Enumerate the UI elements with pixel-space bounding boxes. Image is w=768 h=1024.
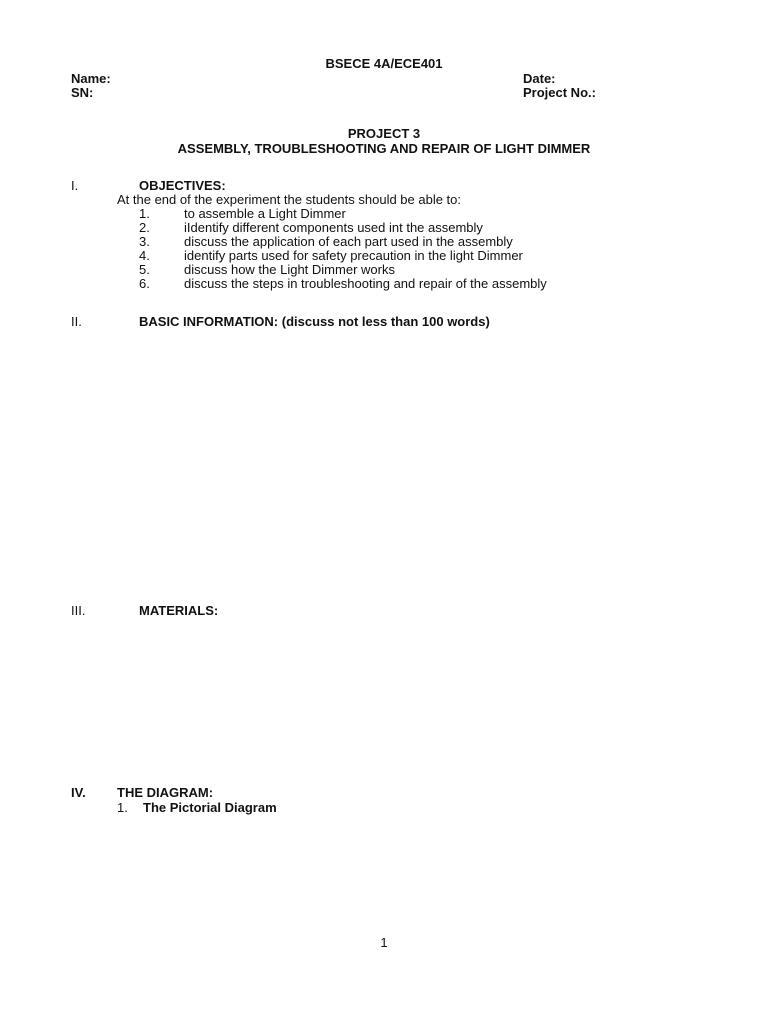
objective-text: identify parts used for safety precaution in the light Dimmer [184,248,523,263]
objective-text: to assemble a Light Dimmer [184,206,346,221]
objective-text: discuss the application of each part used in the assembly [184,234,513,249]
objective-text: discuss how the Light Dimmer works [184,262,395,277]
objective-number: 3. [139,234,150,249]
page-number: 1 [380,935,388,950]
objectives-numeral: I. [71,178,79,193]
objectives-heading: OBJECTIVES: [139,178,226,193]
objectives-intro: At the end of the experiment the students should be able to: [117,192,462,207]
objective-number: 5. [139,262,150,277]
project-subtitle: ASSEMBLY, TROUBLESHOOTING AND REPAIR OF LIGHT DIMMER [177,141,591,156]
objective-text: iIdentify different components used int the assembly [184,220,483,235]
date-label: Date: [523,71,556,86]
diagram-heading: THE DIAGRAM: [117,785,214,800]
objective-text: discuss the steps in troubleshooting and repair of the assembly [184,276,547,291]
diagram-sub-number: 1. [117,800,128,815]
diagram-sub-heading: The Pictorial Diagram [143,800,277,815]
objective-number: 4. [139,248,150,263]
objective-number: 1. [139,206,150,221]
objective-number: 2. [139,220,150,235]
project-title: PROJECT 3 [347,126,421,141]
basic-info-heading: BASIC INFORMATION: (discuss not less than 100 words) [139,314,490,329]
sn-label: SN: [71,85,94,100]
materials-numeral: III. [71,603,86,618]
course-code: BSECE 4A/ECE401 [325,56,443,71]
diagram-numeral: IV. [71,785,86,800]
materials-heading: MATERIALS: [139,603,219,618]
basic-info-numeral: II. [71,314,82,329]
project-no-label: Project No.: [523,85,596,100]
objective-number: 6. [139,276,150,291]
name-label: Name: [71,71,111,86]
